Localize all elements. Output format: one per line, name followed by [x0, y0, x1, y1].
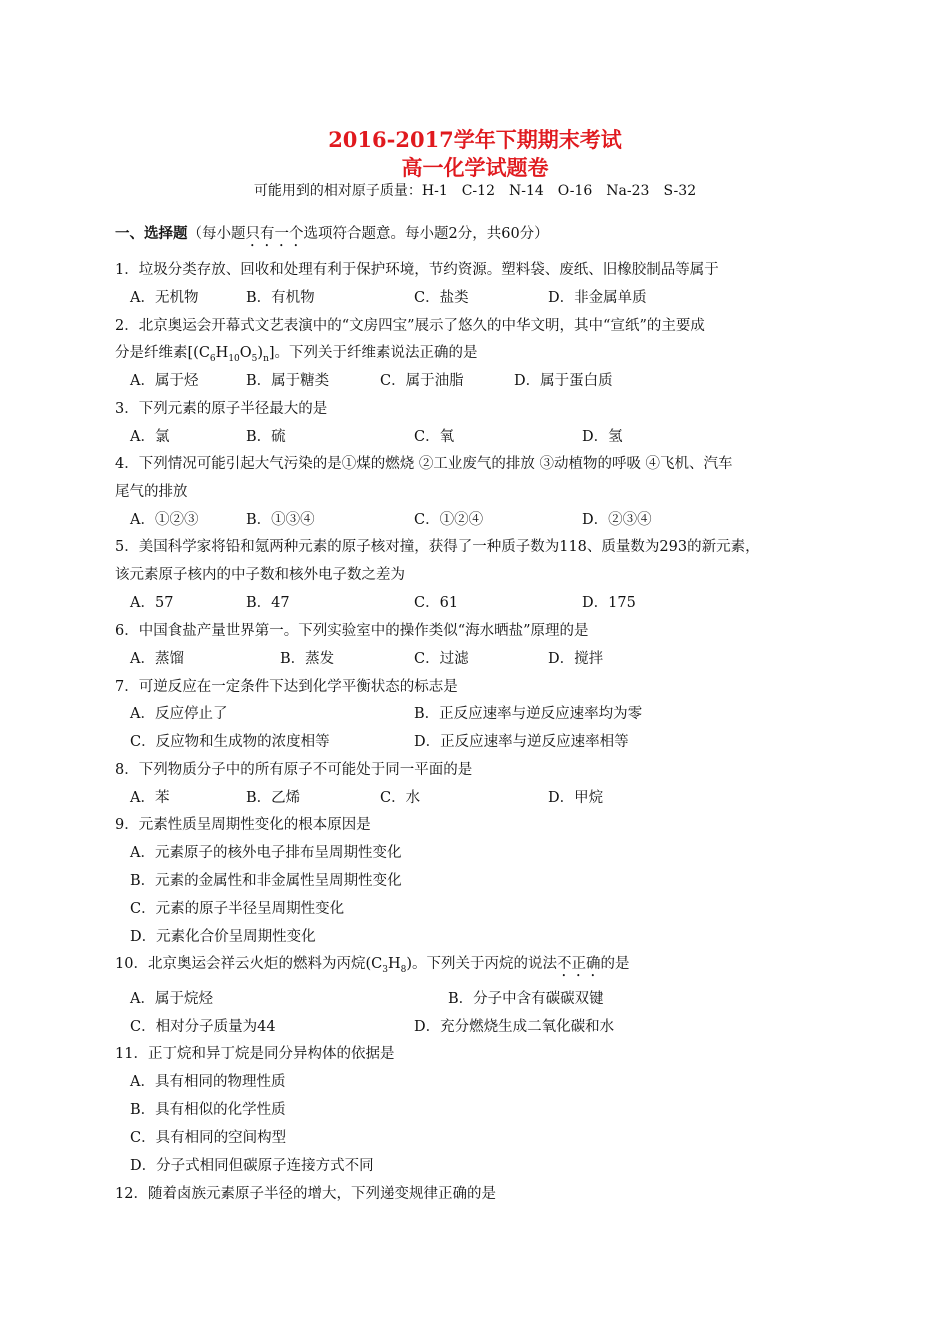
exam-title: 2016-2017学年下期期末考试 [328, 127, 622, 152]
q5-option-b: B．47 [246, 595, 290, 611]
q1-option-b: B．有机物 [246, 290, 315, 306]
exam-subtitle: 高一化学试题卷 [401, 155, 549, 180]
q10-emphasis: 不正确 [556, 956, 601, 972]
q7-option-b: B．正反应速率与逆反应速率均为零 [414, 706, 643, 722]
q3-option-b: B．硫 [246, 429, 286, 445]
q1-option-c: C．盐类 [414, 290, 469, 306]
question-4-stem-cont: 尾气的排放 [115, 484, 188, 500]
question-5-stem-cont: 该元素原子核内的中子数和核外电子数之差为 [115, 567, 405, 583]
q6-option-c: C．过滤 [414, 651, 469, 667]
q2-option-d: D．属于蛋白质 [514, 373, 613, 389]
q5-option-d: D．175 [582, 595, 636, 611]
q4-option-c: C．①②④ [414, 512, 484, 528]
q11-option-a: A．具有相同的物理性质 [130, 1074, 286, 1090]
question-7-stem: 7．可逆反应在一定条件下达到化学平衡状态的标志是 [115, 679, 458, 695]
q10-option-a: A．属于烷烃 [130, 991, 213, 1007]
question-6-stem: 6．中国食盐产量世界第一。下列实验室中的操作类似“海水晒盐”原理的是 [115, 623, 589, 639]
question-3-stem: 3．下列元素的原子半径最大的是 [115, 401, 328, 417]
q9-option-c: C．元素的原子半径呈周期性变化 [130, 901, 345, 917]
q10-option-d: D．充分燃烧生成二氧化碳和水 [414, 1019, 615, 1035]
question-11-stem: 11．正丁烷和异丁烷是同分异构体的依据是 [115, 1046, 395, 1062]
q3-option-d: D．氢 [582, 429, 623, 445]
q11-option-d: D．分子式相同但碳原子连接方式不同 [130, 1158, 374, 1174]
q9-option-b: B．元素的金属性和非金属性呈周期性变化 [130, 873, 402, 889]
question-4-stem: 4．下列情况可能引起大气污染的是①煤的燃烧 ②工业废气的排放 ③动植物的呼吸 ④飞机、汽车 [115, 456, 733, 472]
q4-option-b: B．①③④ [246, 512, 315, 528]
q8-option-d: D．甲烷 [548, 790, 604, 806]
q11-option-c: C．具有相同的空间构型 [130, 1130, 287, 1146]
q9-option-d: D．元素化合价呈周期性变化 [130, 929, 316, 945]
q3-option-c: C．氧 [414, 429, 455, 445]
q9-option-a: A．元素原子的核外电子排布呈周期性变化 [130, 845, 402, 861]
section-heading [115, 222, 549, 250]
q10-option-c: C．相对分子质量为44 [130, 1019, 276, 1035]
section-note-emphasis: 只有一个 [245, 226, 304, 242]
q8-option-b: B．乙烯 [246, 790, 301, 806]
q6-option-b: B．蒸发 [280, 651, 335, 667]
atomic-masses: 可能用到的相对原子质量：H-1 C-12 N-14 O-16 Na-23 S-32 [253, 183, 697, 199]
q1-option-a: A．无机物 [130, 290, 199, 306]
q8-option-a: A．苯 [130, 790, 170, 806]
q8-option-c: C．水 [380, 790, 421, 806]
q4-option-d: D．②③④ [582, 512, 652, 528]
q11-option-b: B．具有相似的化学性质 [130, 1102, 286, 1118]
q2-option-a: A．属于烃 [130, 373, 199, 389]
q6-option-d: D．搅拌 [548, 651, 604, 667]
question-1-stem: 1．垃圾分类存放、回收和处理有利于保护环境，节约资源。塑料袋、废纸、旧橡胶制品等属于 [115, 262, 719, 278]
section-note-a: （每小题 [187, 226, 246, 242]
question-5-stem: 5．美国科学家将铅和氪两种元素的原子核对撞，获得了一种质子数为118、质量数为293的新元素， [115, 539, 760, 555]
question-10-stem: 10．北京奥运会祥云火炬的燃料为丙烷$(C_3H_8)$。下列关于丙烷的说法不正确的是 [115, 956, 630, 975]
question-8-stem: 8．下列物质分子中的所有原子不可能处于同一平面的是 [115, 762, 473, 778]
q6-option-a: A．蒸馏 [130, 651, 184, 667]
question-2-stem: 2．北京奥运会开幕式文艺表演中的“文房四宝”展示了悠久的中华文明，其中“宣纸”的主要成 [115, 318, 705, 334]
q5-option-a: A．57 [130, 595, 174, 611]
section-title: 一、选择题 [115, 225, 188, 242]
q2-option-c: C．属于油脂 [380, 373, 464, 389]
q10-option-b: B．分子中含有碳碳双键 [448, 991, 604, 1007]
q4-option-a: A．①②③ [130, 512, 199, 528]
q7-option-c: C．反应物和生成物的浓度相等 [130, 734, 330, 750]
q7-option-d: D．正反应速率与逆反应速率相等 [414, 734, 629, 750]
q2-option-b: B．属于糖类 [246, 373, 330, 389]
question-2-stem-cont: 分是纤维素$[(C_6H_{10}O_5)_n]$。下列关于纤维素说法正确的是 [115, 345, 478, 364]
question-12-stem: 12．随着卤族元素原子半径的增大，下列递变规律正确的是 [115, 1186, 496, 1202]
q1-option-d: D．非金属单质 [548, 290, 647, 306]
q3-option-a: A．氯 [130, 429, 170, 445]
section-note-b: 选项符合题意。每小题2分，共60分） [303, 226, 549, 242]
q7-option-a: A．反应停止了 [130, 706, 228, 722]
q5-option-c: C．61 [414, 595, 459, 611]
question-9-stem: 9．元素性质呈周期性变化的根本原因是 [115, 817, 371, 833]
